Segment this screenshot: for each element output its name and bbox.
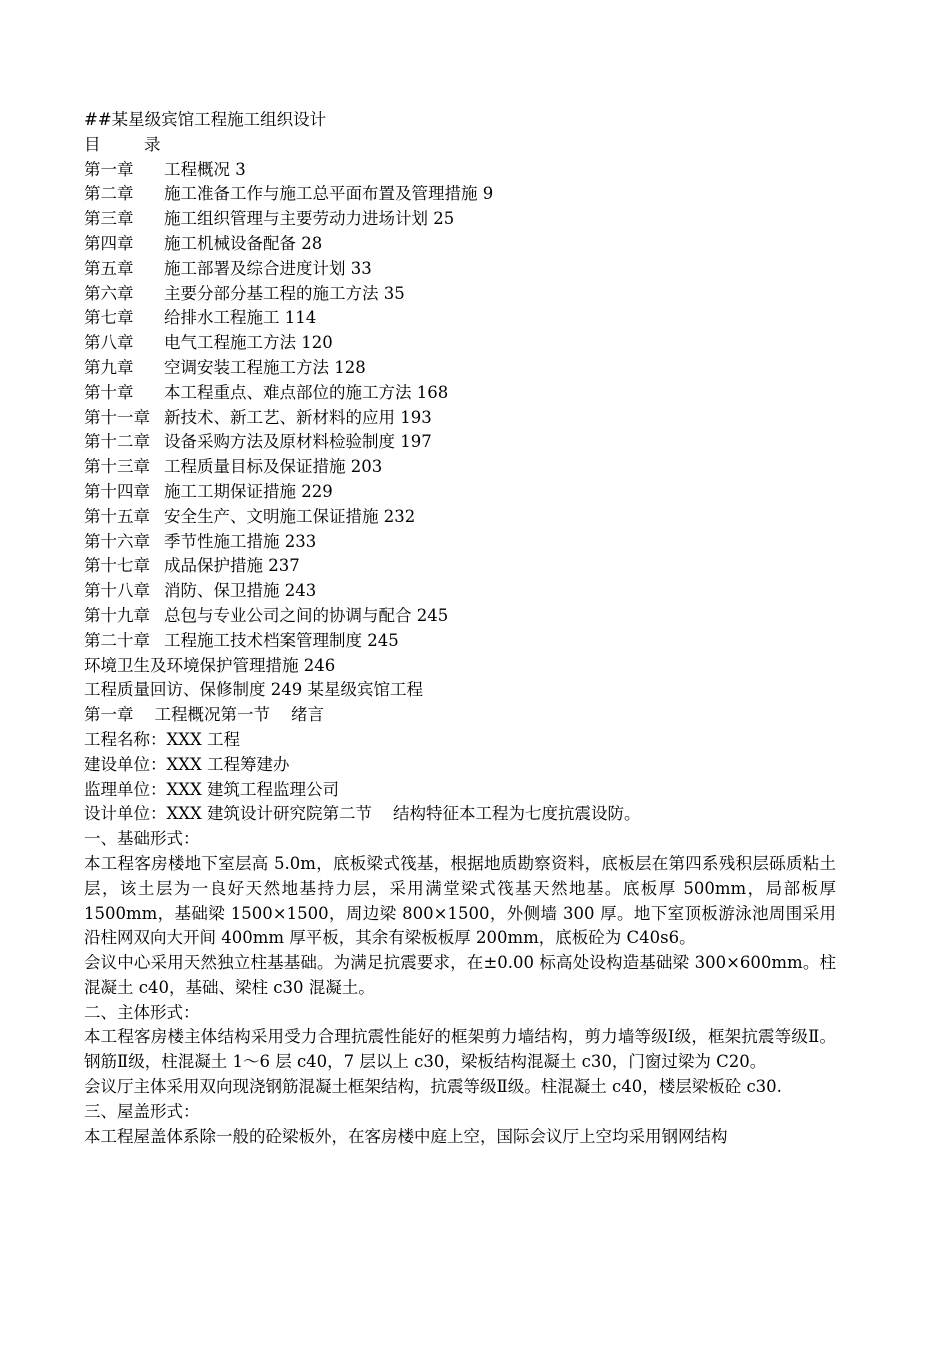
toc-item-title: 本工程重点、难点部位的施工方法 168 (164, 382, 449, 402)
toc-item (84, 579, 836, 604)
toc-extra-item: 环境卫生及环境保护管理措施 246 (84, 655, 336, 675)
project-info-owner: 建设单位：XXX 工程筹建办 (84, 754, 290, 774)
document-title: ##某星级宾馆工程施工组织设计 (84, 110, 327, 129)
toc-item-title: 消防、保卫措施 243 (164, 581, 317, 601)
project-info-name: 工程名称：XXX 工程 (84, 729, 240, 749)
toc-item-title: 电气工程施工方法 120 (164, 333, 333, 353)
toc-heading-char-1: 目 (84, 134, 101, 154)
toc-item-chapter: 第二十章 (84, 630, 150, 650)
toc-item (84, 282, 836, 307)
paragraph-main-structure-2: 会议厅主体采用双向现浇钢筋混凝土框架结构，抗震等级Ⅱ级。柱混凝土 c40，楼层梁板砼 c30. (84, 1077, 782, 1097)
paragraph-roof-1: 本工程屋盖体系除一般的砼梁板外，在客房楼中庭上空，国际会议厅上空均采用钢网结构 (84, 1126, 728, 1146)
toc-item-title: 施工组织管理与主要劳动力进场计划 25 (164, 209, 455, 229)
toc-item (84, 306, 836, 331)
toc-item-title: 施工准备工作与施工总平面布置及管理措施 9 (164, 184, 494, 204)
toc-item-chapter: 第七章 (84, 308, 134, 328)
toc-heading-char-2: 录 (144, 134, 161, 154)
project-info-supervisor: 监理单位：XXX 建筑工程监理公司 (84, 779, 339, 799)
toc-item-title: 工程施工技术档案管理制度 245 (164, 630, 399, 650)
section-heading-foundation: 一、基础形式： (84, 829, 200, 849)
toc-item (84, 406, 836, 431)
toc-item-chapter: 第二章 (84, 184, 134, 204)
toc-item-title: 主要分部分基工程的施工方法 35 (164, 283, 405, 303)
toc-extra-item: 工程质量回访、保修制度 249 某星级宾馆工程 (84, 680, 423, 700)
toc-item (84, 430, 836, 455)
project-info-designer: 设计单位：XXX 建筑设计研究院第二节 结构特征本工程为七度抗震设防。 (84, 804, 641, 824)
toc-item-chapter: 第一章 (84, 159, 134, 179)
toc-item-chapter: 第三章 (84, 209, 134, 229)
toc-item-chapter: 第五章 (84, 258, 134, 278)
toc-item (84, 257, 836, 282)
toc-item-chapter: 第十章 (84, 382, 134, 402)
toc-item (84, 381, 836, 406)
toc-item (84, 207, 836, 232)
toc-item-title: 工程质量目标及保证措施 203 (164, 457, 383, 477)
paragraph-foundation-2: 会议中心采用天然独立柱基基础。为满足抗震要求，在±0.00 标高处设构造基础梁 300×600mm。柱混凝土 c40，基础、梁柱 c30 混凝土。 (84, 953, 836, 997)
toc-item (84, 331, 836, 356)
paragraph-foundation-1: 本工程客房楼地下室层高 5.0m，底板梁式筏基，根据地质勘察资料，底板层在第四系残积层砾质粘土层，该土层为一良好天然地基持力层，采用满堂梁式筏基天然地基。底板厚 500mm，局部板厚 1500mm，基础梁 1500×1500，周边梁 800×1500，外侧墙 300 厚。地下室顶板游泳池周围采用沿柱网双向大开间 400mm 厚平板，其余有梁板板厚 200mm，底板砼为 C40s6。 (84, 853, 836, 948)
toc-item-title: 施工工期保证措施 229 (164, 481, 333, 501)
toc-item-title: 施工机械设备配备 28 (164, 233, 323, 253)
toc-item-chapter: 第六章 (84, 283, 134, 303)
toc-item-chapter: 第十一章 (84, 407, 150, 427)
paragraph-main-structure-1: 本工程客房楼主体结构采用受力合理抗震性能好的框架剪力墙结构，剪力墙等级Ⅰ级，框架抗震等级Ⅱ。钢筋Ⅱ级，柱混凝土 1～6 层 c40，7 层以上 c30，梁板结构混凝土 c30，门窗过梁为 C20。 (84, 1027, 836, 1072)
chapter1-heading: 第一章 工程概况第一节 绪言 (84, 705, 324, 725)
toc-item-chapter: 第四章 (84, 233, 134, 253)
toc-item (84, 356, 836, 381)
toc-item-title: 给排水工程施工 114 (164, 308, 317, 328)
toc-item-chapter: 第九章 (84, 357, 134, 377)
toc-item-chapter: 第十八章 (84, 581, 150, 601)
toc-item (84, 182, 836, 207)
toc-item-title: 空调安装工程施工方法 128 (164, 357, 366, 377)
toc-item (84, 629, 836, 654)
toc-item-chapter: 第十四章 (84, 481, 150, 501)
toc-item (84, 604, 836, 629)
toc-item (84, 554, 836, 579)
toc-item-title: 季节性施工措施 233 (164, 531, 317, 551)
toc-item-chapter: 第十五章 (84, 506, 150, 526)
toc-item-title: 新技术、新工艺、新材料的应用 193 (164, 407, 432, 427)
toc-item (84, 232, 836, 257)
table-of-contents (84, 158, 836, 654)
section-heading-roof: 三、屋盖形式： (84, 1101, 200, 1121)
toc-item-title: 工程概况 3 (164, 159, 246, 179)
toc-item (84, 158, 836, 183)
document-page (84, 108, 836, 1149)
toc-item-title: 设备采购方法及原材料检验制度 197 (164, 432, 432, 452)
toc-item-title: 施工部署及综合进度计划 33 (164, 258, 372, 278)
toc-heading (84, 133, 836, 158)
toc-item (84, 455, 836, 480)
toc-item-title: 成品保护措施 237 (164, 556, 300, 576)
toc-item (84, 505, 836, 530)
toc-item-chapter: 第十七章 (84, 556, 150, 576)
toc-item-chapter: 第八章 (84, 333, 134, 353)
toc-item-title: 总包与专业公司之间的协调与配合 245 (164, 605, 449, 625)
toc-item-chapter: 第十六章 (84, 531, 150, 551)
toc-item (84, 530, 836, 555)
toc-item-title: 安全生产、文明施工保证措施 232 (164, 506, 416, 526)
toc-item-chapter: 第十二章 (84, 432, 150, 452)
toc-item (84, 480, 836, 505)
toc-item-chapter: 第十三章 (84, 457, 150, 477)
section-heading-main-structure: 二、主体形式： (84, 1002, 200, 1022)
toc-item-chapter: 第十九章 (84, 605, 150, 625)
